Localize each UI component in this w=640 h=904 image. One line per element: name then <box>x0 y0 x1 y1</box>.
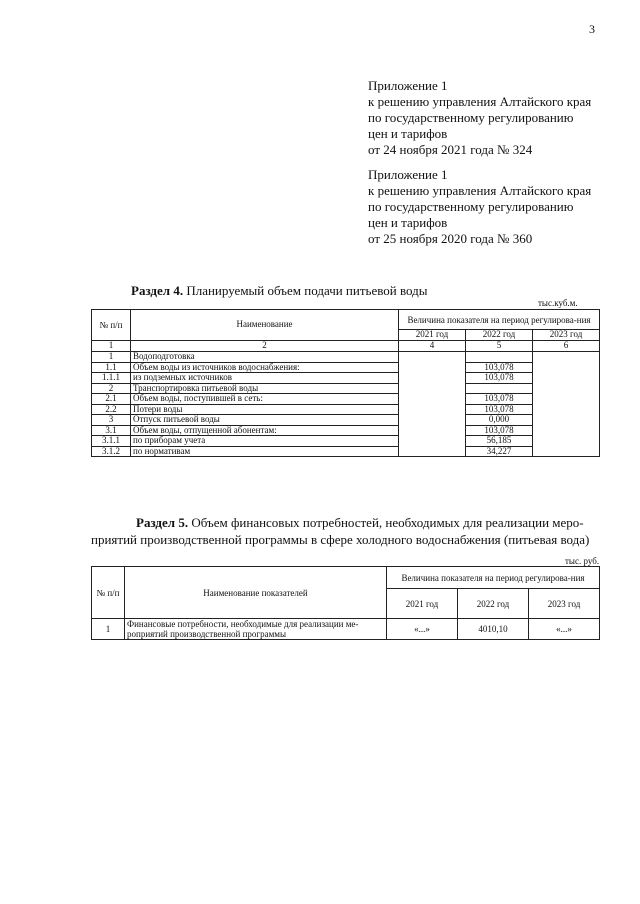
section5-label: Раздел 5. <box>136 515 189 530</box>
row-name: Отпуск питьевой воды <box>131 415 399 426</box>
row-num: 2.1 <box>92 394 131 405</box>
appendix-line: Приложение 1 <box>368 167 448 182</box>
col-number: 1 <box>92 341 131 352</box>
appendix-line: цен и тарифов <box>368 126 448 141</box>
table-row <box>92 415 600 426</box>
header-year-2023: 2023 год <box>533 330 600 341</box>
table-row <box>92 425 600 436</box>
row-num: 1 <box>92 619 125 640</box>
header-num: № п/п <box>92 310 131 341</box>
appendix-line: по государственному регулированию <box>368 110 574 125</box>
row-value-2022: 103,078 <box>466 394 533 405</box>
row-num: 3 <box>92 415 131 426</box>
header-name: Наименование <box>131 310 399 341</box>
section5-title-text: Объем финансовых потребностей, необходимых для реализации меро- <box>191 515 584 530</box>
header-year-2023: 2023 год <box>529 589 600 619</box>
col-number: 4 <box>399 341 466 352</box>
row-num: 3.1.1 <box>92 436 131 447</box>
row-num: 1 <box>92 352 131 363</box>
row-num: 2.2 <box>92 404 131 415</box>
row-name: по нормативам <box>131 446 399 457</box>
table-row <box>92 362 600 373</box>
row-value-2022 <box>466 352 533 363</box>
appendix-line: от 25 ноября 2020 года № 360 <box>368 231 533 246</box>
row-num: 1.1.1 <box>92 373 131 384</box>
header-year-2022: 2022 год <box>458 589 529 619</box>
section5-title-line1 <box>91 514 599 531</box>
header-name: Наименование показателей <box>125 567 387 619</box>
appendix-previous-header <box>368 167 591 247</box>
col-number: 6 <box>533 341 600 352</box>
row-name: по приборам учета <box>131 436 399 447</box>
row-value-2022: 103,078 <box>466 373 533 384</box>
table-row <box>92 394 600 405</box>
table-row <box>92 373 600 384</box>
row-value-2022: 0,000 <box>466 415 533 426</box>
col-number: 2 <box>131 341 399 352</box>
row-num: 2 <box>92 383 131 394</box>
header-period: Величина показателя на период регулирова-ния <box>399 310 600 330</box>
row-name: Водоподготовка <box>131 352 399 363</box>
table-row <box>92 352 600 363</box>
col-number: 5 <box>466 341 533 352</box>
section4-table <box>91 309 600 457</box>
cell-2021-empty <box>399 352 466 457</box>
appendix-line: к решению управления Алтайского края <box>368 183 592 198</box>
table-row <box>92 619 600 640</box>
appendix-line: от 24 ноября 2021 года № 324 <box>368 142 533 157</box>
header-year-2022: 2022 год <box>466 330 533 341</box>
table-row <box>92 404 600 415</box>
row-value-2023: «...» <box>529 619 600 640</box>
row-value-2022: 4010,10 <box>458 619 529 640</box>
appendix-line: к решению управления Алтайского края <box>368 94 592 109</box>
row-value-2022: 34,227 <box>466 446 533 457</box>
row-value-2022 <box>466 383 533 394</box>
section4-title <box>131 283 428 299</box>
appendix-line: по государственному регулированию <box>368 199 574 214</box>
section5-title <box>91 514 599 548</box>
row-name: Транспортировка питьевой воды <box>131 383 399 394</box>
table-row <box>92 446 600 457</box>
row-num: 3.1 <box>92 425 131 436</box>
page-number: 3 <box>589 22 595 36</box>
cell-2023-empty <box>533 352 600 457</box>
row-value-2022: 103,078 <box>466 425 533 436</box>
row-num: 1.1 <box>92 362 131 373</box>
section4-unit: тыс.куб.м. <box>538 298 578 308</box>
section5-unit: тыс. руб. <box>565 556 600 566</box>
table-row <box>92 383 600 394</box>
row-value-2022: 56,185 <box>466 436 533 447</box>
row-name: Финансовые потребности, необходимые для реализации ме-роприятий производственной программы <box>125 619 387 640</box>
row-value-2021: «...» <box>387 619 458 640</box>
table-row <box>92 436 600 447</box>
header-period: Величина показателя на период регулирова-ния <box>387 567 600 589</box>
row-name: Объем воды из источников водоснабжения: <box>131 362 399 373</box>
section4-title-text: Планируемый объем подачи питьевой воды <box>186 283 428 298</box>
section5-table <box>91 566 600 640</box>
header-year-2021: 2021 год <box>399 330 466 341</box>
row-name: Объем воды, отпущенной абонентам: <box>131 425 399 436</box>
header-year-2021: 2021 год <box>387 589 458 619</box>
appendix-line: Приложение 1 <box>368 78 448 93</box>
row-value-2022: 103,078 <box>466 404 533 415</box>
row-name: из подземных источников <box>131 373 399 384</box>
row-name: Объем воды, поступившей в сеть: <box>131 394 399 405</box>
row-value-2022: 103,078 <box>466 362 533 373</box>
section5-title-line2: приятий производственной программы в сфере холодного водоснабжения (питьевая вода) <box>91 532 590 547</box>
row-name: Потери воды <box>131 404 399 415</box>
appendix-current-header <box>368 78 591 158</box>
row-num: 3.1.2 <box>92 446 131 457</box>
header-num: № п/п <box>92 567 125 619</box>
appendix-line: цен и тарифов <box>368 215 448 230</box>
section4-label: Раздел 4. <box>131 283 184 298</box>
